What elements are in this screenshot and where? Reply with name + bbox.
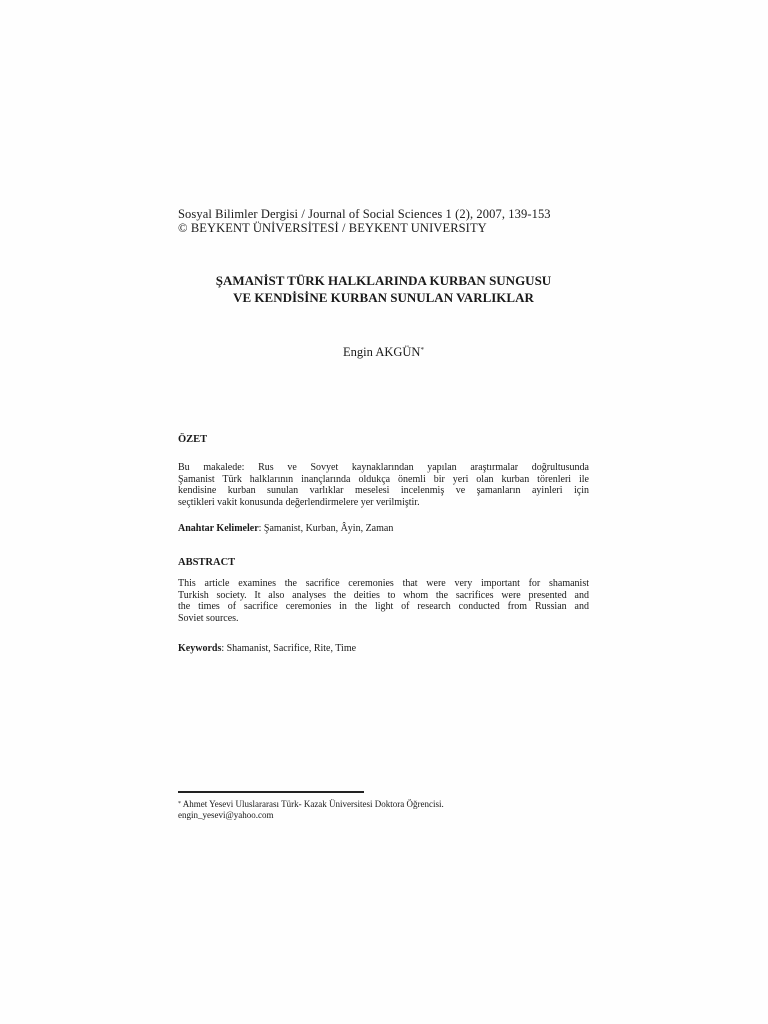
footnote-affiliation-text: Ahmet Yesevi Uluslararası Türk- Kazak Üniversitesi Doktora Öğrencisi.: [181, 799, 444, 809]
article-title-line-2: VE KENDİSİNE KURBAN SUNULAN VARLIKLAR: [233, 290, 534, 305]
keywords: [178, 643, 356, 655]
abstract-paragraph: [178, 578, 589, 624]
article-title-line-1: ŞAMANİST TÜRK HALKLARINDA KURBAN SUNGUSU: [215, 273, 552, 288]
footnote-divider: [178, 791, 364, 793]
journal-copyright: © BEYKENT ÜNİVERSİTESİ / BEYKENT UNIVERSITY: [178, 221, 487, 235]
ozet-line: seçtikleri vakit konusunda değerlendirmelere yer verilmiştir.: [178, 496, 420, 508]
abstract-line: Turkish society. It also analyses the deities to whom the sacrifices were presented and: [178, 589, 589, 601]
ozet-line: kendisine kurban sunulan varlıklar meselesi incelenmiş ve şamanların ayinleri için: [178, 485, 589, 497]
author-footnote-mark: *: [420, 346, 424, 354]
ozet-paragraph: [178, 462, 589, 508]
ozet-heading: ÖZET: [178, 434, 208, 445]
ozet-line: Bu makalede: Rus ve Sovyet kaynaklarından yapılan araştırmalar doğrultusunda: [178, 462, 589, 473]
anahtar-kelimeler-values: : Şamanist, Kurban, Âyin, Zaman: [258, 523, 394, 534]
author-name: [178, 345, 589, 360]
keywords-values: : Shamanist, Sacrifice, Rite, Time: [221, 643, 357, 654]
abstract-line: This article examines the sacrifice ceremonies that were very important for shamanist: [178, 578, 589, 589]
abstract-line: Soviet sources.: [178, 612, 239, 624]
footnote-mark: *: [178, 801, 181, 807]
ozet-line: Şamanist Türk halklarının inançlarında oldukça önemli bir yeri olan kurban törenleri ile: [178, 473, 589, 485]
footnote-email: engin_yesevi@yahoo.com: [178, 810, 274, 820]
anahtar-kelimeler-label: Anahtar Kelimeler: [178, 523, 259, 534]
abstract-heading: ABSTRACT: [178, 557, 236, 568]
journal-citation: Sosyal Bilimler Dergisi / Journal of Social Sciences 1 (2), 2007, 139-153: [178, 207, 551, 221]
footnote-affiliation: [178, 799, 444, 810]
abstract-line: the times of sacrifice ceremonies in the light of research conducted from Russian and: [178, 601, 589, 613]
keywords-label: Keywords: [178, 643, 222, 654]
anahtar-kelimeler: [178, 523, 393, 535]
author-name-text: Engin AKGÜN: [343, 345, 421, 359]
